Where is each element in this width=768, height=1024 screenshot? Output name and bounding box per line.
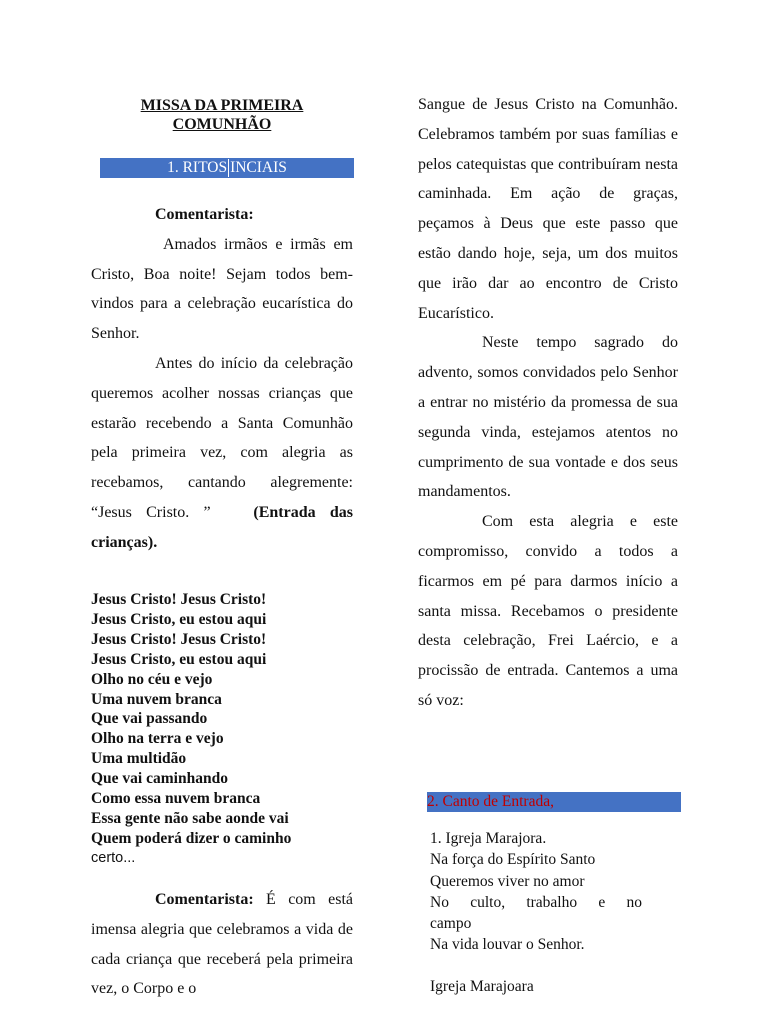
hymn-line: Na força do Espírito Santo — [430, 851, 596, 869]
hymn-line: campo — [430, 915, 472, 933]
paragraph-compromisso: Com esta alegria e este compromisso, convido a todos a ficarmos em pé para darmos início a santa missa. Recebamos o presidente desta celebração, Frei Laércio, e a procissão de entrada. Cantemos a uma só voz: — [418, 513, 678, 709]
paragraph-celebration-right: Sangue de Jesus Cristo na Comunhão. Celebramos também por suas famílias e pelos catequistas que contribuíram nesta caminhada. Em ação de graças, peçamos à Deus que este passo que estão dando hoje, seja, um dos muitos que irão dar ao encontro de Cristo Eucarístico. — [418, 96, 678, 322]
paragraph-welcome: Amados irmãos e irmãs em Cristo, Boa noite! Sejam todos bem-vindos para a celebração eucarística do Senhor. — [91, 235, 353, 343]
song-line: Jesus Cristo, eu estou aqui — [91, 650, 267, 668]
section-heading-part-a: 1. RITOS — [167, 159, 228, 176]
song-line: Que vai passando — [91, 710, 208, 728]
paragraph-acolhida-text: Antes do início da celebração queremos acolher nossas crianças que estarão recebendo a Santa Comunhão pela primeira vez, com alegria as recebamos, cantando alegremente: “Jesus Cristo. ” — [91, 354, 353, 521]
paragraph-advento: Neste tempo sagrado do advento, somos convidados pelo Senhor a entrar no mistério da promessa de sua segunda vinda, estejamos atentos no cumprimento de sua vontade e dos seus mandamentos. — [418, 334, 678, 501]
song-line: Olho no céu e vejo — [91, 670, 213, 688]
song-line: Quem poderá dizer o caminho — [91, 829, 292, 847]
song-line: Como essa nuvem branca — [91, 790, 261, 808]
column-separator — [228, 159, 229, 177]
paragraph-acolhida — [91, 349, 353, 558]
song-line: Olho na terra e vejo — [91, 730, 224, 748]
section-heading-canto-entrada: 2. Canto de Entrada, — [427, 792, 681, 812]
hymn-spacer — [430, 956, 642, 976]
hymn-line: 1. Igreja Marajora. — [430, 830, 547, 847]
hymn-line: Na vida louvar o Senhor. — [430, 936, 585, 954]
song-line: Que vai caminhando — [91, 770, 228, 788]
paragraph-celebration-left — [91, 885, 353, 1004]
title-line-2: COMUNHÃO — [172, 116, 272, 133]
paragraph-celebration-left-text: É com está imensa alegria que celebramos a vida de cada criança que receberá pela primeira vez, o Corpo e o — [91, 891, 353, 998]
comentarista-label-2: Comentarista: — [155, 891, 254, 908]
paragraph-acolhida-bold: (Entrada das crianças). — [91, 503, 353, 551]
right-column — [418, 90, 678, 716]
song-line: Uma multidão — [91, 750, 187, 768]
song-line: Jesus Cristo, eu estou aqui — [91, 610, 267, 628]
song-lyrics — [91, 590, 353, 869]
hymn-line: No culto, trabalho e no — [430, 893, 642, 911]
song-line: Jesus Cristo! Jesus Cristo! — [91, 630, 267, 648]
hymn-lyrics — [430, 828, 642, 997]
hymn-line: Igreja Marajoara — [430, 977, 534, 995]
section-heading-ritos-iniciais — [100, 158, 354, 178]
left-column-bottom — [91, 885, 353, 1004]
section-heading-part-b: INCIAIS — [230, 159, 287, 176]
song-line: Uma nuvem branca — [91, 690, 222, 708]
song-line: Jesus Cristo! Jesus Cristo! — [91, 591, 267, 608]
hymn-line: Queremos viver no amor — [430, 872, 585, 890]
title-line-1: MISSA DA PRIMEIRA — [140, 97, 304, 114]
song-line: Essa gente não sabe aonde vai — [91, 809, 289, 827]
song-line-end: certo... — [91, 849, 136, 866]
comentarista-label: Comentarista: — [155, 206, 254, 223]
left-column — [91, 200, 353, 558]
document-title — [92, 96, 352, 134]
